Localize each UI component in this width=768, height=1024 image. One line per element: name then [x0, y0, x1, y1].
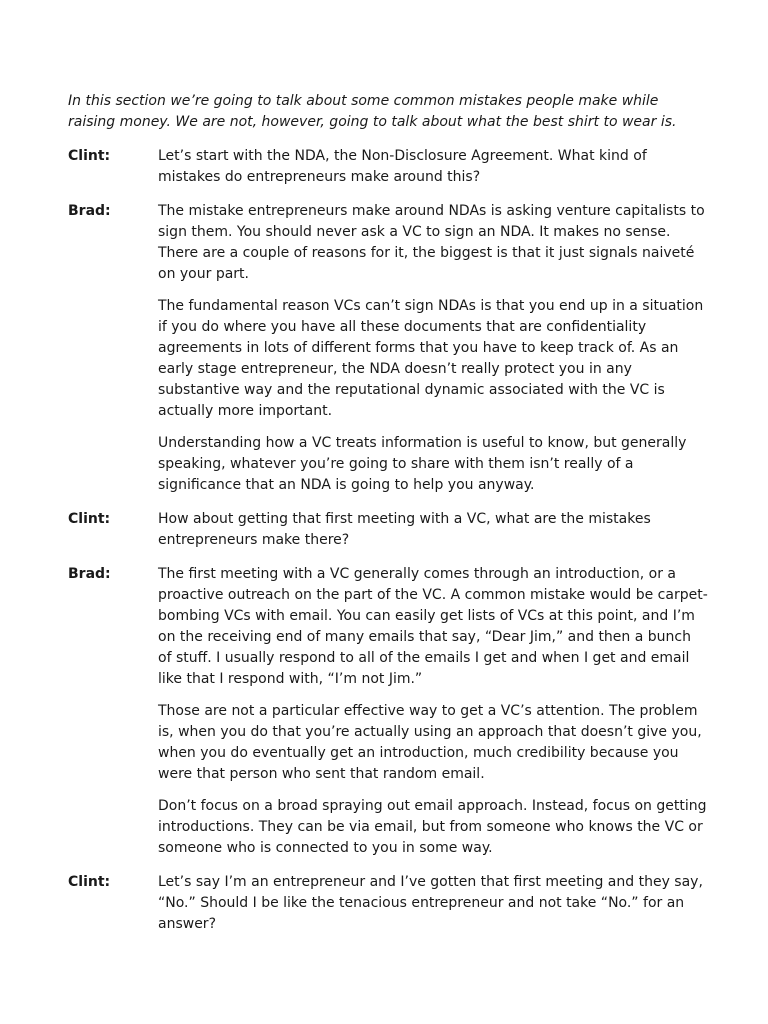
dialogue-turn — [68, 872, 708, 935]
speaker-label: Brad: — [68, 566, 111, 582]
dialogue-turn — [68, 201, 708, 496]
dialogue-paragraph: How about getting that first meeting with a VC, what are the mistakes entrepreneurs make there? — [158, 511, 651, 548]
speaker-label: Brad: — [68, 203, 111, 219]
speaker-label: Clint: — [68, 511, 111, 527]
dialogue-paragraph: Those are not a particular effective way to get a VC’s attention. The problem is, when you do that you’re actually using an approach that doesn’t give you, when you do eventually get an introduction, much credibility because you were that person who sent that random email. — [158, 703, 702, 782]
dialogue-paragraph: The first meeting with a VC generally comes through an introduction, or a proactive outreach on the part of the VC. A common mistake would be carpet-bombing VCs with email. You can easily get lists of VCs at this point, and I’m on the receiving end of many emails that say, “Dear Jim,” and then a bunch of stuff. I usually respond to all of the emails I get and when I get and email like that I respond with, “I’m not Jim.” — [158, 566, 708, 687]
dialogue-paragraph: Understanding how a VC treats information is useful to know, but generally speaking, whatever you’re going to share with them isn’t really of a significance that an NDA is going to help you anyway. — [158, 435, 687, 493]
dialogue-turn — [68, 564, 708, 859]
speaker-label: Clint: — [68, 874, 111, 890]
turn-text — [158, 872, 708, 935]
turn-text — [158, 564, 708, 859]
dialogue-turn — [68, 146, 708, 188]
turn-text — [158, 146, 708, 188]
dialogue-turn — [68, 509, 708, 551]
dialogue-paragraph: Let’s start with the NDA, the Non-Disclosure Agreement. What kind of mistakes do entrepreneurs make around this? — [158, 148, 647, 185]
turn-text — [158, 201, 708, 496]
dialogue-paragraph: The fundamental reason VCs can’t sign NDAs is that you end up in a situation if you do where you have all these documents that are confidentiality agreements in lots of different forms that you have to keep track of. As an early stage entrepreneur, the NDA doesn’t really protect you in any substantive way and the reputational dynamic associated with the VC is actually more important. — [158, 298, 704, 419]
dialogue-paragraph: Don’t focus on a broad spraying out email approach. Instead, focus on getting introductions. They can be via email, but from someone who knows the VC or someone who is connected to you in some way. — [158, 798, 707, 856]
document-page — [68, 91, 708, 948]
turn-text — [158, 509, 708, 551]
dialogue-paragraph: The mistake entrepreneurs make around NDAs is asking venture capitalists to sign them. You should never ask a VC to sign an NDA. It makes no sense. There are a couple of reasons for it, the biggest is that it just signals naiveté on your part. — [158, 203, 705, 282]
dialogue-paragraph: Let’s say I’m an entrepreneur and I’ve gotten that first meeting and they say, “No.” Should I be like the tenacious entrepreneur and not take “No.” for an answer? — [158, 874, 703, 932]
intro-paragraph: In this section we’re going to talk about some common mistakes people make while raising money. We are not, however, going to talk about what the best shirt to wear is. — [68, 93, 677, 130]
speaker-label: Clint: — [68, 148, 111, 164]
